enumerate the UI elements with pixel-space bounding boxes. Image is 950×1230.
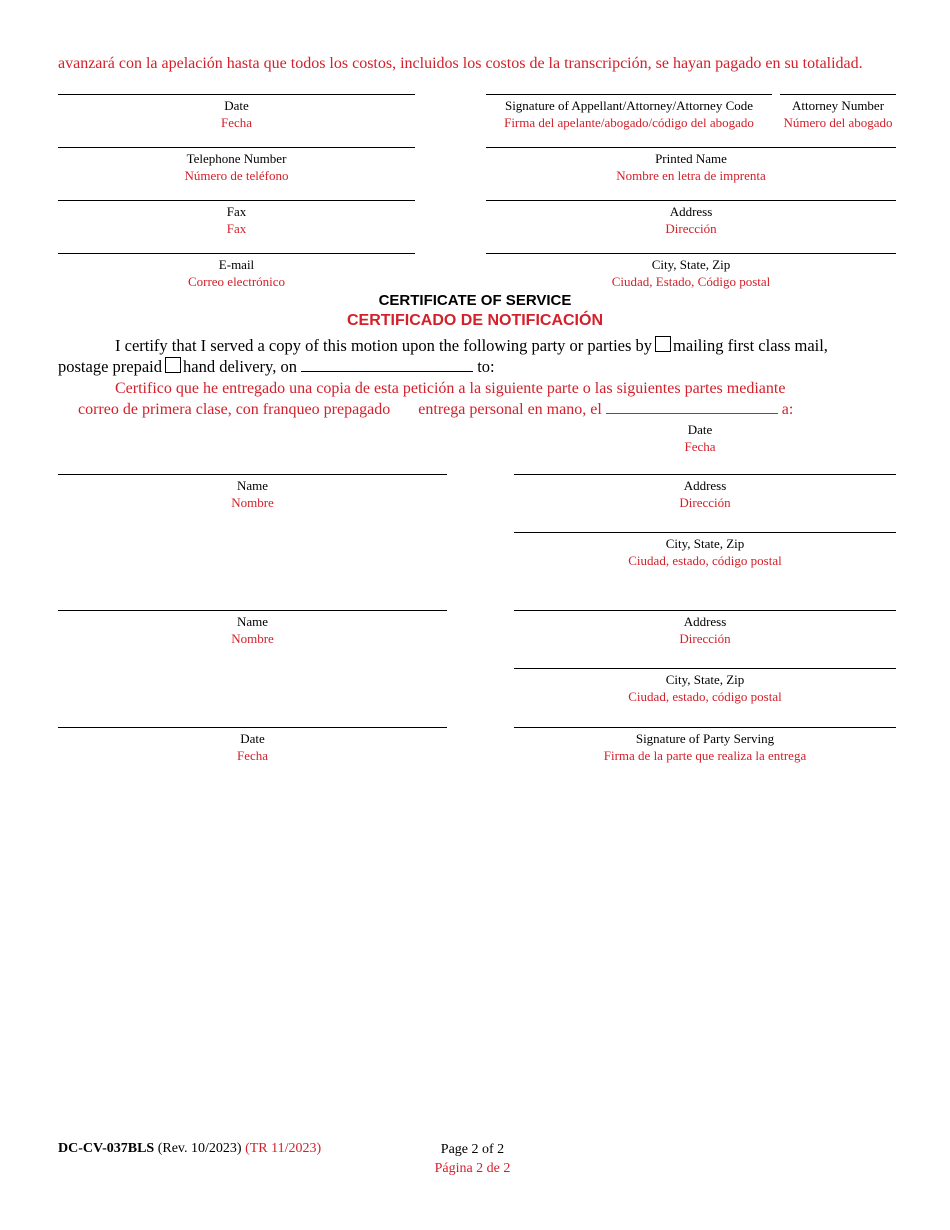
continuation-text: avanzará con la apelación hasta que todos los costos, incluidos los costos de la transcripción, se hayan pagado en su totalidad. [58, 55, 863, 72]
fax-field[interactable] [58, 200, 415, 237]
telephone-label: Telephone Number [186, 151, 287, 166]
certificate-title: CERTIFICATE OF SERVICE [378, 292, 572, 309]
to-text: to: [477, 357, 495, 376]
party1-city-field[interactable] [514, 532, 896, 569]
certify-line-2-es [78, 399, 793, 420]
service-date-label: Date [687, 422, 713, 437]
service-date-field-label: Date [240, 731, 265, 746]
form-code: DC-CV-037BLS [58, 1141, 155, 1156]
a-text: a: [781, 401, 794, 418]
party1-name-label: Name [236, 478, 269, 493]
certify-line-2 [58, 356, 495, 377]
form-translation-revision: (TR 11/2023) [245, 1141, 322, 1156]
party2-address-label: Address [683, 614, 727, 629]
mail-checkbox[interactable] [655, 336, 671, 352]
telephone-label-es: Número de teléfono [184, 168, 289, 183]
signature-label-es: Firma del apelante/abogado/código del abogado [504, 115, 754, 130]
email-label: E-mail [218, 257, 255, 272]
signature-label: Signature of Appellant/Attorney/Attorney Code [504, 98, 754, 113]
hand-delivery-checkbox[interactable] [165, 357, 181, 373]
party1-address-field[interactable] [514, 474, 896, 511]
mail-option-label-es: correo de primera clase, con franqueo prepagado [78, 401, 391, 418]
service-date-blank[interactable] [301, 371, 473, 372]
party1-name-field[interactable] [58, 474, 447, 511]
attorney-number-field[interactable] [780, 94, 896, 131]
certify-line-1-es: Certifico que he entregado una copia de esta petición a la siguiente parte o las siguientes partes mediante [115, 380, 786, 397]
city-state-zip-field[interactable] [486, 253, 896, 290]
service-date-label-es: Fecha [684, 439, 716, 454]
serving-signature-label: Signature of Party Serving [635, 731, 775, 746]
party1-city-label: City, State, Zip [665, 536, 745, 551]
party2-address-field[interactable] [514, 610, 896, 647]
party2-city-label-es: Ciudad, estado, código postal [628, 689, 782, 704]
address-label: Address [669, 204, 713, 219]
service-date-blank-es[interactable] [606, 413, 778, 414]
page-number-en: Page 2 of 2 [440, 1142, 505, 1157]
service-date-field[interactable] [58, 727, 447, 764]
date-field[interactable] [58, 94, 415, 131]
service-date-caption [620, 421, 780, 455]
printed-name-label-es: Nombre en letra de imprenta [616, 168, 766, 183]
party2-city-field[interactable] [514, 668, 896, 705]
party2-address-label-es: Dirección [679, 631, 731, 646]
party1-city-label-es: Ciudad, estado, código postal [628, 553, 782, 568]
form-revision: (Rev. 10/2023) [157, 1141, 242, 1156]
hand-delivery-label-es: entrega personal en mano, el [418, 401, 602, 418]
serving-signature-label-es: Firma de la parte que realiza la entrega [603, 748, 807, 763]
page-number-es: Página 2 de 2 [434, 1161, 511, 1176]
signature-field[interactable] [486, 94, 772, 131]
fax-label-es: Fax [226, 221, 247, 236]
printed-name-field[interactable] [486, 147, 896, 184]
page-number [380, 1140, 565, 1178]
city-state-zip-label-es: Ciudad, Estado, Código postal [611, 274, 771, 289]
certificate-title-es: CERTIFICADO DE NOTIFICACIÓN [347, 312, 603, 329]
address-field[interactable] [486, 200, 896, 237]
certify-text: I certify that I served a copy of this motion upon the following party or parties by [115, 336, 653, 355]
party1-address-label-es: Dirección [679, 495, 731, 510]
party1-address-label: Address [683, 478, 727, 493]
party2-name-field[interactable] [58, 610, 447, 647]
attorney-number-label: Attorney Number [791, 98, 885, 113]
email-label-es: Correo electrónico [187, 274, 286, 289]
address-label-es: Dirección [665, 221, 717, 236]
telephone-field[interactable] [58, 147, 415, 184]
email-field[interactable] [58, 253, 415, 290]
city-state-zip-label: City, State, Zip [651, 257, 731, 272]
mail-option-label: mailing first class mail, [673, 336, 828, 355]
service-date-field-label-es: Fecha [236, 748, 269, 763]
printed-name-label: Printed Name [655, 151, 727, 166]
party1-name-label-es: Nombre [231, 495, 274, 510]
date-label: Date [224, 98, 249, 113]
attorney-number-label-es: Número del abogado [783, 115, 893, 130]
fax-label: Fax [226, 204, 247, 219]
postage-text: postage prepaid [58, 357, 163, 376]
certify-line-1 [115, 335, 828, 356]
form-id [58, 1141, 321, 1157]
date-label-es: Fecha [220, 115, 253, 130]
party2-name-label: Name [236, 614, 269, 629]
party2-name-label-es: Nombre [231, 631, 274, 646]
party2-city-label: City, State, Zip [665, 672, 745, 687]
hand-delivery-label: hand delivery, on [183, 357, 297, 376]
serving-signature-field[interactable] [514, 727, 896, 764]
